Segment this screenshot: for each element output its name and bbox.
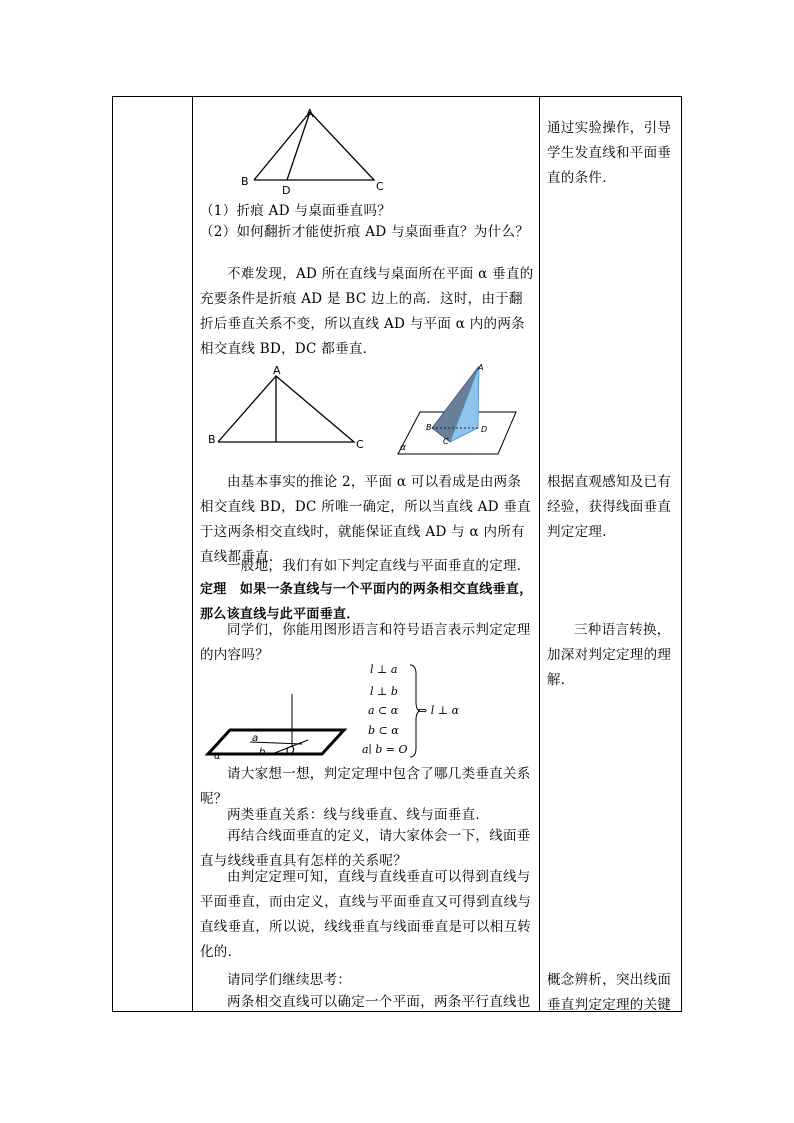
folded-triangle-plane-figure	[392, 362, 532, 457]
label-B: B	[426, 423, 432, 432]
symbolic-line-5: a∣ b = O	[362, 743, 408, 756]
question-2: （2）如何翻折才能使折痕 AD 与桌面垂直？为什么？	[200, 224, 530, 240]
label-B: B	[208, 433, 216, 446]
paragraph-7: 再结合线面垂直的定义，请大家体会一下，线面垂直与线线垂直具有怎样的关系呢？	[200, 828, 531, 869]
note-4: 概念辨析，突出线面垂直判定定理的关键	[547, 972, 672, 1013]
paragraph-5: 请大家想一想，判定定理中包含了哪几类垂直关系呢？	[200, 766, 531, 807]
theorem-text: 定理 如果一条直线与一个平面内的两条相交直线垂直，那么该直线与此平面垂直．	[200, 582, 533, 622]
label-D: D	[282, 184, 291, 197]
note-3: 三种语言转换，加深对判定定理的理解．	[547, 622, 672, 688]
label-C: C	[356, 438, 364, 451]
label-D: D	[481, 425, 488, 434]
label-alpha: α	[214, 751, 221, 762]
symbolic-line-3: a ⊂ α	[368, 704, 399, 717]
symbolic-line-4: b ⊂ α	[368, 724, 399, 737]
label-A: A	[478, 363, 484, 372]
paragraph-6: 两类垂直关系：线与线垂直、线与面垂直．	[227, 807, 490, 823]
label-O: O	[286, 744, 295, 757]
question-1: （1）折痕 AD 与桌面垂直吗？	[200, 203, 392, 219]
paragraph-9: 请同学们继续思考：	[227, 972, 352, 988]
column-divider-2	[539, 96, 540, 1012]
label-alpha: α	[400, 443, 406, 453]
label-b: b	[259, 747, 266, 758]
label-a: a	[252, 733, 259, 744]
label-A: A	[273, 364, 281, 377]
triangle-abc-figure	[232, 104, 402, 199]
note-2: 根据直观感知及已有经验，获得线面垂直判定定理．	[547, 474, 672, 540]
line-plane-figure	[204, 692, 354, 764]
symbolic-line-2: l ⊥ b	[370, 685, 398, 698]
label-B: B	[241, 175, 249, 188]
label-C: C	[376, 180, 384, 193]
paragraph-8: 由判定定理可知，直线与直线垂直可以得到直线与平面垂直，而由定义，直线与平面垂直又可得到直线与直线垂直，所以说，线线垂直与线面垂直是可以相互转化的．	[200, 869, 532, 960]
symbolic-line-1: l ⊥ a	[370, 663, 398, 676]
paragraph-2: 由基本事实的推论 2，平面 α 可以看成是由两条相交直线 BD，DC 所唯一确定，所以当直线 AD 垂直于这两条相交直线时，就能保证直线 AD 与 α 内所有直线都垂直．	[200, 474, 532, 565]
symbolic-conclusion: ⇒ l ⊥ α	[418, 704, 459, 717]
paragraph-4: 同学们，你能用图形语言和符号语言表示判定定理的内容吗？	[200, 622, 531, 663]
paragraph-10: 两条相交直线可以确定一个平面，两条平行直线也	[227, 994, 531, 1010]
note-1: 通过实验操作，引导学生发直线和平面垂直的条件．	[547, 120, 672, 186]
paragraph-1: 不难发现，AD 所在直线与桌面所在平面 α 垂直的充要条件是折痕 AD 是 BC 边上的高．这时，由于翻折后垂直关系不变，所以直线 AD 与平面 α 内的两条相交直线 BD，DC 都垂直．	[200, 266, 534, 357]
label-A: A	[306, 107, 314, 120]
label-C: C	[443, 437, 449, 446]
column-divider-1	[192, 96, 193, 1012]
paragraph-3: 一般地，我们有如下判定直线与平面垂直的定理．	[227, 558, 531, 574]
triangle-altitude-figure	[206, 364, 376, 454]
